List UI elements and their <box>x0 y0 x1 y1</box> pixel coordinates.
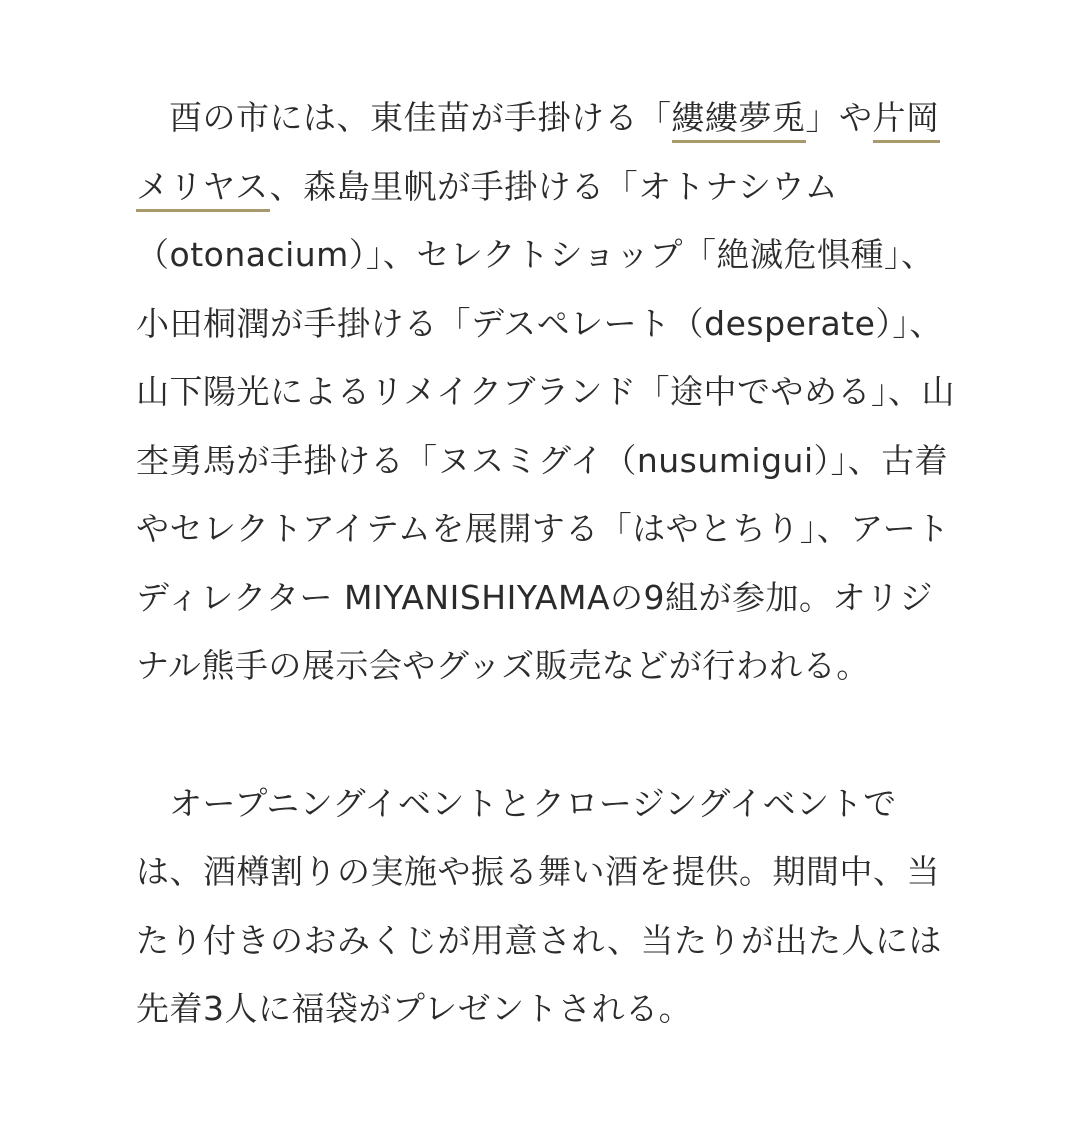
article-body <box>136 84 956 1044</box>
brand-link-rurumu[interactable]: 縷縷夢兎 <box>672 98 806 143</box>
paragraph-participants <box>136 84 956 701</box>
paragraph-text: 」や <box>805 98 873 137</box>
brand-link-kataoka-meriyasu[interactable]: 片岡メリヤス <box>136 98 940 212</box>
paragraph-text: 酉の市には、東佳苗が手掛ける「 <box>169 98 672 137</box>
paragraph-events: オープニングイベントとクロージングイベントでは、酒樽割りの実施や振る舞い酒を提供。期間中、当たり付きのおみくじが用意され、当たりが出た人には先着3人に福袋がプレゼントされる。 <box>136 783 942 1028</box>
paragraph-text: 、森島里帆が手掛ける「オトナシウム（otonacium）」、セレクトショップ「絶滅危惧種」、小田桐潤が手掛ける「デスペレート（desperate）」、山下陽光によるリメイクブランド「途中でやめる」、山杢勇馬が手掛ける「ヌスミグイ（nusumigui）」、古着やセレクトアイテムを展開する「はやとちり」、アートディレクター MIYANISHIYAMAの9組が参加。オリジナル熊手の展示会やグッズ販売などが行われる。 <box>136 166 956 685</box>
